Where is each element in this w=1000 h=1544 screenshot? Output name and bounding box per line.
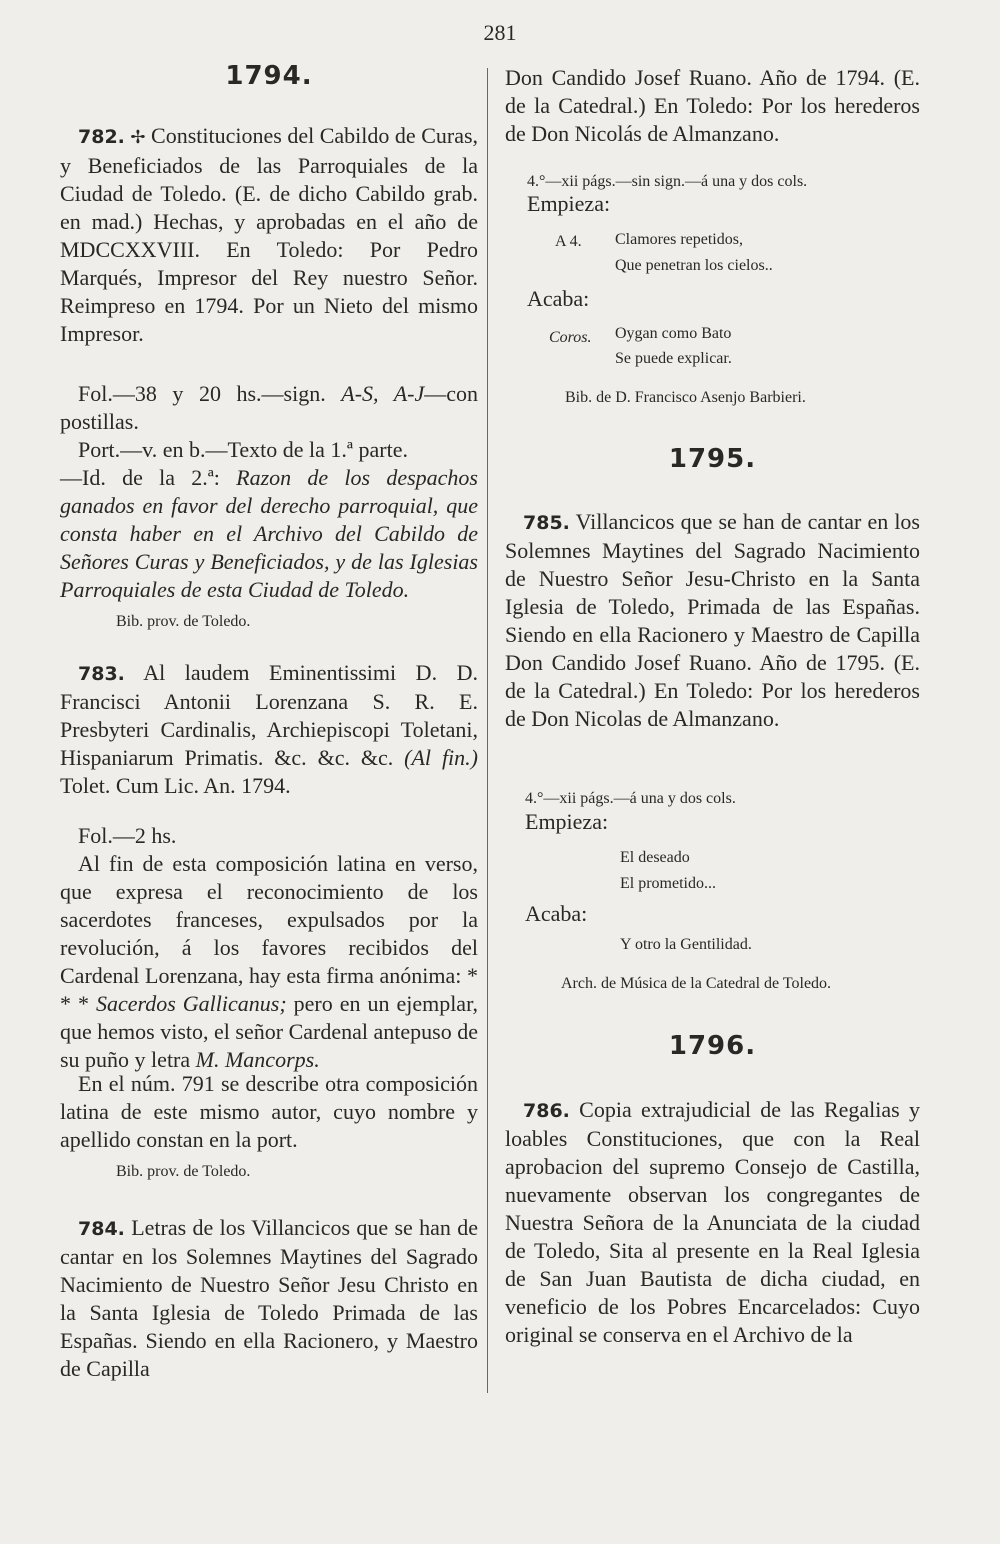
note-text: Al fin de esta composición latina en verso, que expresa el reconocimiento de los sacerdotes franceses, expulsados por la revolución, á los favores recibidos del Cardenal Lorenzana, hay esta firma anónima: * * * bbox=[60, 851, 478, 1016]
entry-784 bbox=[60, 1214, 478, 1383]
empieza-label: Empieza: bbox=[527, 191, 611, 216]
library-reference: Bib. prov. de Toledo. bbox=[116, 613, 251, 630]
empieza-label: Empieza: bbox=[525, 809, 609, 834]
entry-785 bbox=[505, 508, 920, 733]
verse-line: Clamores repetidos, bbox=[615, 231, 743, 248]
entry-782 bbox=[60, 122, 478, 348]
year-heading-1794: 1794. bbox=[225, 61, 313, 91]
library-reference: Bib. prov. de Toledo. bbox=[116, 1163, 251, 1180]
cross-icon: ✢ bbox=[130, 127, 146, 148]
acaba-label: Acaba: bbox=[527, 286, 590, 311]
format-text: Fol.—38 y 20 hs.—sign. bbox=[78, 381, 342, 406]
entry-number: 785. bbox=[523, 512, 570, 534]
entry-text: Copia extrajudicial de las Regalias y loables Constituciones, que con la Real aprobacion del supremo Consejo de Castilla, nuevamente observan los congregantes de Nuestra Señora de la Anunciata de la ciudad de Toledo, Sita al presente en la Real Iglesia de San Juan Bautista de dicha ciudad, en veneficio de los Pobres Encarcelados: Cuyo original se conserva en el Archivo de la bbox=[505, 1097, 920, 1347]
format-text: Fol.—2 hs. bbox=[78, 823, 177, 848]
signature-text: A-S, A-J bbox=[341, 381, 425, 406]
id-text: —Id. de la 2.ª: bbox=[60, 465, 237, 490]
entry-text: Letras de los Villancicos que se han de cantar en los Solemnes Maytines del Sagrado Nacimiento de Nuestro Señor Jesu Christo en la Santa Iglesia de Toledo Primada de las Españas. Siendo en ella Racionero, y Maestro de Capilla bbox=[60, 1215, 479, 1381]
verse-line: Oygan como Bato bbox=[615, 325, 732, 342]
verse-marker: Coros. bbox=[549, 329, 592, 346]
entry-783-note2 bbox=[60, 1070, 478, 1154]
column-divider bbox=[487, 68, 488, 1393]
verse-marker: A 4. bbox=[555, 233, 582, 250]
year-heading-1795: 1795. bbox=[668, 444, 757, 474]
verse-line: El deseado bbox=[620, 849, 690, 866]
entry-783 bbox=[60, 659, 478, 800]
note-text-cont: pero en un ejemplar, que hemos visto, el señor Cardenal antepuso de su puño y letra bbox=[60, 991, 479, 1072]
port-text: Port.—v. en b.—Texto de la 1.ª parte. bbox=[78, 437, 408, 462]
entry-text: Constituciones del Cabildo de Curas, y Beneficiados de las Parroquiales de la Ciudad de Toledo. (E. de dicho Cabildo grab. en mad.) Hechas, y aprobadas en el año de MDCCXXVIII. En Toledo: Por Pedro Marqués, Impresor del Rey nuestro Señor. Reimpreso en 1794. Por un Nieto del mismo Impresor. bbox=[60, 123, 479, 346]
entry-782-port bbox=[60, 436, 478, 464]
entry-786 bbox=[505, 1096, 920, 1349]
note-italic-text: Sacerdos Gallicanus; bbox=[95, 991, 287, 1016]
verse-line: Y otro la Gentilidad. bbox=[620, 936, 752, 953]
entry-number: 782. bbox=[78, 126, 125, 148]
page-number: 281 bbox=[483, 20, 517, 45]
year-heading-1796: 1796. bbox=[668, 1031, 757, 1061]
archive-reference: Arch. de Música de la Catedral de Toledo. bbox=[561, 975, 832, 992]
format-text-end: —con postillas. bbox=[60, 381, 478, 434]
verse-line: Que penetran los cielos.. bbox=[615, 257, 773, 274]
entry-number: 786. bbox=[523, 1100, 570, 1122]
note-italic-text-2: M. Mancorps. bbox=[195, 1047, 320, 1072]
entry-italic-text: (Al fin.) bbox=[404, 745, 478, 770]
entry-number: 783. bbox=[78, 663, 125, 685]
entry-782-id bbox=[60, 464, 478, 604]
physical-description: 4.°—xii págs.—á una y dos cols. bbox=[525, 790, 736, 807]
entry-782-format bbox=[60, 380, 478, 436]
note2-text: En el núm. 791 se describe otra composición latina de este mismo autor, cuyo nombre y apellido constan en la port. bbox=[60, 1071, 478, 1152]
entry-text-end: Tolet. Cum Lic. An. 1794. bbox=[60, 773, 291, 798]
entry-784-continuation: Don Candido Josef Ruano. Año de 1794. (E. de la Catedral.) En Toledo: Por los herederos de Don Nicolás de Almanzano. bbox=[505, 65, 920, 146]
library-reference: Bib. de D. Francisco Asenjo Barbieri. bbox=[565, 389, 806, 406]
id-italic-text: Razon de los despachos ganados en favor del derecho parroquial, que consta haber en el Archivo del Cabildo de Señores Curas y Beneficiados, y de las Iglesias Parroquiales de esta Ciudad de Toledo. bbox=[60, 465, 478, 602]
physical-description: 4.°—xii págs.—sin sign.—á una y dos cols. bbox=[527, 173, 808, 190]
entry-783-note bbox=[60, 850, 478, 1074]
entry-number: 784. bbox=[78, 1218, 125, 1240]
entry-text: Villancicos que se han de cantar en los Solemnes Maytines del Sagrado Nacimiento de Nuestro Señor Jesu-Christo en la Santa Iglesia de Toledo, Primada de las Españas. Siendo en ella Racionero y Maestro de Capilla Don Candido Josef Ruano. Año de 1795. (E. de la Catedral.) En Toledo: Por los herederos de Don Nicolas de Almanzano. bbox=[505, 509, 920, 731]
entry-text: Al laudem Eminentissimi D. D. Francisci Antonii Lorenzana S. R. E. Presbyteri Cardinalis, Archiepiscopi Toletani, Hispaniarum Primatis. &c. &c. &c. bbox=[60, 660, 478, 770]
verse-line: El prometido... bbox=[620, 875, 716, 892]
acaba-label: Acaba: bbox=[525, 901, 588, 926]
verse-line: Se puede explicar. bbox=[615, 350, 732, 367]
entry-783-format bbox=[60, 822, 478, 850]
